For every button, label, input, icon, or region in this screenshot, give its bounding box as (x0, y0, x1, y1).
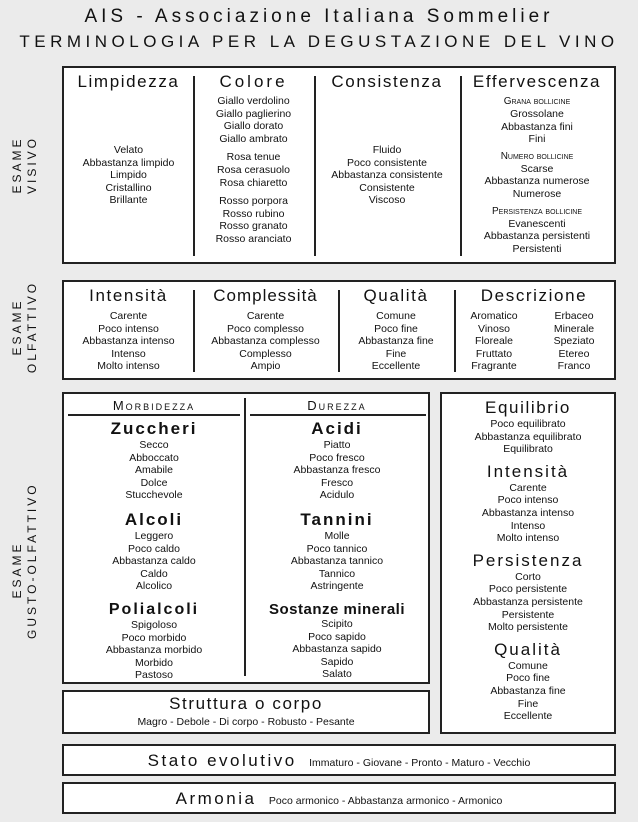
list-item: Grossolane (510, 108, 564, 120)
equilibrio-heading: Equilibrio (485, 398, 571, 417)
list-item: Fruttato (475, 347, 513, 360)
limpidezza-heading: Limpidezza (77, 72, 180, 91)
list-item: Rosa chiaretto (219, 176, 288, 189)
list-item: Leggero (134, 529, 174, 542)
list-item: Carente (509, 481, 547, 494)
list-item: Poco persistente (488, 583, 568, 596)
alcoli-heading: Alcoli (124, 509, 184, 529)
stato-evolutivo-values: Immaturo - Giovane - Pronto - Maturo - Vecchio (309, 757, 531, 769)
list-item: Molle (324, 529, 350, 542)
list-item: Limpido (110, 169, 147, 182)
list-item: Poco intenso (497, 494, 559, 507)
list-item: Sapido (320, 655, 354, 668)
list-item: Alcolico (135, 580, 173, 593)
section-label-olfattivo: ESAME OLFATTIVO (10, 280, 39, 374)
list-item: Fine (517, 697, 539, 710)
struttura-heading: Struttura o corpo (169, 694, 323, 713)
list-item: Molto intenso (97, 360, 160, 373)
list-item: Vinoso (478, 322, 510, 335)
list-item: Erbaceo (554, 310, 594, 322)
durezza-heading: Durezza (307, 398, 367, 413)
list-item: Caldo (140, 567, 168, 580)
list-item: Rosa tenue (226, 151, 281, 164)
list-item: Rosa cerasuolo (217, 163, 290, 176)
list-item: Viscoso (368, 194, 406, 207)
list-item: Rosso rubino (222, 207, 285, 220)
gusto-main-box (62, 392, 430, 684)
section-label-visivo: ESAME VISIVO (10, 136, 39, 195)
list-item: Stucchevole (125, 489, 183, 502)
list-item: Abbastanza limpido (82, 156, 175, 169)
visivo-box (62, 66, 616, 264)
complessita-column (193, 286, 338, 373)
list-item: Abbastanza intenso (82, 335, 175, 348)
effervescenza-column (460, 72, 614, 255)
list-item: Intenso (111, 347, 146, 360)
list-item: Speziato (553, 335, 595, 348)
list-item: Poco fine (374, 322, 418, 335)
armonia-box (62, 782, 616, 814)
list-item: Velato (113, 144, 144, 156)
stato-evolutivo-heading: Stato evolutivo (147, 751, 297, 770)
list-item: Dolce (140, 476, 168, 489)
subheading: Numero bollicine (500, 150, 574, 162)
list-item: Scarse (520, 162, 554, 175)
durezza-column (246, 398, 428, 681)
list-item: Poco morbido (121, 631, 187, 644)
descrizione-column (454, 286, 614, 374)
list-item: Piatto (323, 439, 351, 451)
qualita-olf-column (338, 286, 454, 373)
list-item: Eccellente (371, 360, 421, 373)
list-item: Fine (385, 347, 407, 360)
polialcoli-heading: Polialcoli (108, 600, 200, 618)
stato-evolutivo-box (62, 744, 616, 776)
tannini-heading: Tannini (300, 509, 374, 529)
list-item: Poco fine (506, 672, 550, 685)
list-item: Tannico (318, 567, 356, 580)
list-item: Secco (139, 439, 169, 451)
list-item: Poco caldo (128, 542, 180, 555)
persistenza-heading: Persistenza (472, 550, 584, 570)
page-title: AIS - Associazione Italiana Sommelier (84, 6, 554, 27)
list-item: Evanescenti (508, 217, 566, 230)
list-item: Aromatico (470, 310, 518, 322)
gusto-side-box (440, 392, 616, 734)
list-item: Persistente (501, 608, 555, 621)
list-item: Poco tannico (306, 542, 368, 555)
list-item: Etereo (558, 347, 590, 360)
olfattivo-box (62, 280, 616, 380)
morbidezza-heading: Morbidezza (112, 398, 196, 413)
list-item: Cristallino (105, 181, 152, 194)
list-item: Salato (322, 668, 352, 681)
equilibrio-block (442, 398, 614, 723)
list-item: Giallo ambrato (219, 132, 288, 145)
list-item: Abbastanza persistenti (483, 230, 591, 243)
qualita-gusto-heading: Qualità (494, 639, 562, 659)
list-item: Abbastanza sapido (292, 643, 382, 656)
list-item: Abbastanza fini (501, 120, 573, 133)
list-item: Acidulo (319, 489, 355, 502)
list-item: Corto (515, 570, 541, 583)
qualita-heading: Qualità (363, 286, 429, 305)
list-item: Poco consistente (347, 156, 427, 169)
descrizione-heading: Descrizione (480, 286, 588, 305)
list-item: Abbastanza tannico (290, 555, 384, 568)
list-item: Complesso (239, 347, 292, 360)
intensita-heading: Intensità (89, 286, 168, 305)
list-item: Equilibrato (503, 443, 553, 456)
list-item: Franco (557, 360, 591, 373)
consistenza-heading: Consistenza (331, 72, 443, 91)
list-item: Fini (528, 133, 546, 146)
list-item: Abbastanza caldo (112, 555, 196, 568)
list-item: Fluido (372, 144, 402, 156)
list-item: Fresco (320, 476, 354, 489)
colore-heading: Colore (219, 72, 288, 91)
list-item: Consistente (359, 181, 415, 194)
complessita-heading: Complessità (213, 286, 318, 305)
subheading: Grana bollicine (503, 96, 571, 107)
list-item: Carente (246, 310, 285, 322)
subheading: Persistenza bollicine (492, 205, 582, 217)
list-item: Molto persistente (488, 621, 568, 634)
colore-column (193, 72, 314, 246)
list-item: Spigoloso (130, 618, 178, 631)
struttura-box (62, 690, 430, 734)
list-item: Abbastanza numerose (484, 175, 590, 188)
limpidezza-list (64, 144, 193, 207)
armonia-heading: Armonia (175, 789, 257, 808)
morbidezza-column (64, 398, 244, 682)
list-item: Poco intenso (98, 322, 159, 335)
section-label-gusto: ESAME GUSTO-OLFATTIVO (10, 482, 39, 639)
list-item: Astringente (310, 580, 364, 593)
list-item: Poco fresco (309, 451, 365, 464)
list-item: Morbido (135, 656, 173, 669)
sostanze-minerali-heading: Sostanze minerali (268, 600, 406, 618)
list-item: Abbastanza persistente (473, 595, 583, 608)
list-item: Fragrante (471, 360, 517, 373)
list-item: Ampio (250, 360, 281, 373)
list-item: Giallo dorato (223, 120, 284, 133)
list-item: Carente (109, 310, 148, 322)
list-item: Rosso porpora (219, 195, 288, 208)
list-item: Brillante (109, 194, 148, 207)
effervescenza-heading: Effervescenza (472, 72, 602, 91)
list-item: Abbastanza fresco (293, 464, 381, 477)
list-item: Amabile (135, 464, 173, 477)
list-item: Abboccato (129, 451, 179, 464)
zuccheri-heading: Zuccheri (110, 419, 198, 438)
list-item: Molto intenso (496, 532, 560, 545)
list-item: Intenso (510, 519, 546, 532)
list-item: Minerale (553, 322, 595, 335)
list-item: Scipito (321, 617, 353, 630)
list-item: Poco complesso (226, 322, 305, 335)
list-item: Floreale (475, 335, 513, 348)
list-item: Comune (508, 659, 548, 672)
list-item: Abbastanza fine (358, 335, 434, 348)
limpidezza-column (64, 72, 193, 207)
list-item: Abbastanza morbido (105, 644, 203, 657)
list-item: Eccellente (503, 710, 553, 723)
list-item: Pastoso (135, 669, 173, 682)
struttura-values: Magro - Debole - Di corpo - Robusto - Pesante (137, 716, 355, 728)
list-item: Abbastanza fine (490, 684, 566, 697)
list-item: Abbastanza complesso (211, 335, 320, 348)
list-item: Abbastanza consistente (331, 169, 443, 182)
list-item: Rosso aranciato (215, 232, 292, 245)
list-item: Persistenti (512, 242, 562, 255)
acidi-heading: Acidi (311, 419, 363, 438)
list-item: Giallo paglierino (215, 107, 292, 120)
list-item: Numerose (512, 187, 562, 200)
list-item: Comune (376, 310, 416, 322)
intensita-gusto-heading: Intensità (486, 461, 570, 481)
list-item: Giallo verdolino (217, 95, 290, 107)
page-subtitle: TERMINOLOGIA PER LA DEGUSTAZIONE DEL VINO (19, 32, 619, 51)
list-item: Abbastanza equilibrato (474, 430, 582, 443)
list-item: Rosso granato (219, 220, 288, 233)
list-item: Poco sapido (308, 630, 366, 643)
armonia-values: Poco armonico - Abbastanza armonico - Armonico (268, 795, 503, 807)
list-item: Poco equilibrato (490, 418, 566, 430)
intensita-olf-column (64, 286, 193, 373)
list-item: Abbastanza intenso (481, 506, 575, 519)
consistenza-column (314, 72, 460, 207)
